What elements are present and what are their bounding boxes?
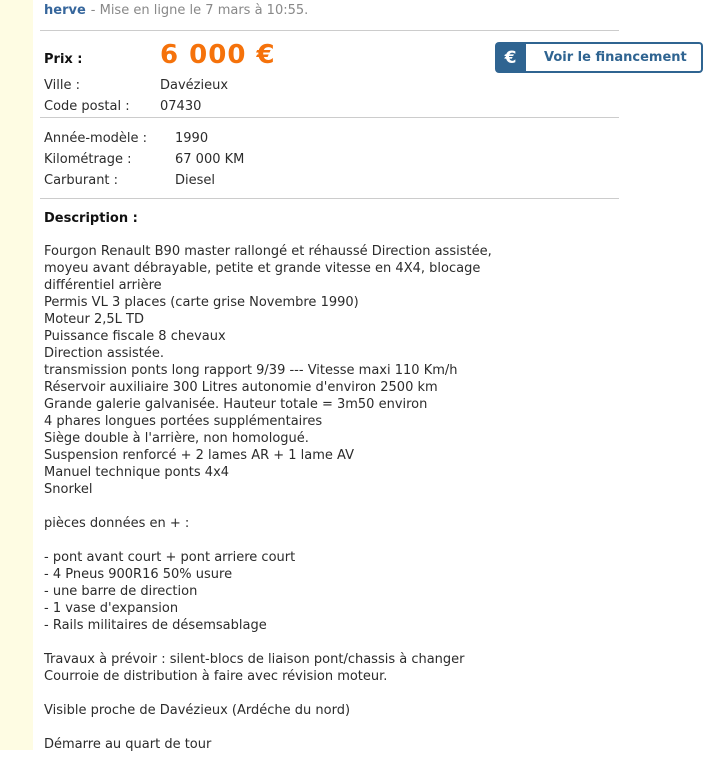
city-value: Davézieux xyxy=(160,78,229,93)
fuel-row xyxy=(44,170,244,191)
description-line xyxy=(44,719,614,736)
price-row xyxy=(44,40,276,75)
divider xyxy=(40,198,619,199)
financing-button[interactable] xyxy=(495,42,703,73)
description-line: Siège double à l'arrière, non homologué. xyxy=(44,431,309,446)
posted-date: - Mise en ligne le 7 mars à 10:55. xyxy=(90,3,309,18)
description-line xyxy=(44,498,614,515)
zipcode-label: Code postal : xyxy=(44,99,130,114)
description-line: moyeu avant débrayable, petite et grande vitesse en 4X4, blocage xyxy=(44,261,481,276)
description-line: Fourgon Renault B90 master rallongé et réhaussé Direction assistée, xyxy=(44,244,492,259)
city-label: Ville : xyxy=(44,78,80,93)
description-line: Suspension renforcé + 2 lames AR + 1 lame AV xyxy=(44,448,355,463)
model-year-row xyxy=(44,128,244,149)
fuel-value: Diesel xyxy=(175,173,216,188)
description-line: - Rails militaires de désemsablage xyxy=(44,618,267,633)
description-line: Puissance fiscale 8 chevaux xyxy=(44,329,226,344)
description-line: pièces données en + : xyxy=(44,516,190,531)
description-line xyxy=(44,532,614,549)
ad-header xyxy=(44,3,308,18)
financing-button-label: Voir le financement xyxy=(526,42,703,73)
mileage-row xyxy=(44,149,244,170)
description-line: Réservoir auxiliaire 300 Litres autonomie d'environ 2500 km xyxy=(44,380,438,395)
description-line: Courroie de distribution à faire avec révision moteur. xyxy=(44,669,388,684)
description-line: 4 phares longues portées supplémentaires xyxy=(44,414,323,429)
summary-block xyxy=(44,40,276,117)
description-line: Permis VL 3 places (carte grise Novembre 1990) xyxy=(44,295,359,310)
euro-icon: € xyxy=(495,42,526,73)
description-line: Grande galerie galvanisée. Hauteur totale = 3m50 environ xyxy=(44,397,428,412)
description-line: Direction assistée. xyxy=(44,346,164,361)
description-line: - une barre de direction xyxy=(44,584,198,599)
fuel-label: Carburant : xyxy=(44,173,119,188)
description-line: Manuel technique ponts 4x4 xyxy=(44,465,230,480)
details-block xyxy=(44,128,244,191)
description-line: Snorkel xyxy=(44,482,93,497)
model-year-value: 1990 xyxy=(175,131,209,146)
zipcode-value: 07430 xyxy=(160,99,202,114)
model-year-label: Année-modèle : xyxy=(44,131,148,146)
zipcode-row xyxy=(44,96,276,117)
price-label: Prix : xyxy=(44,52,83,67)
description-line: - 4 Pneus 900R16 50% usure xyxy=(44,567,233,582)
description-text xyxy=(44,243,614,753)
description-line: Travaux à prévoir : silent-blocs de liaison pont/chassis à changer xyxy=(44,652,465,667)
description-line: - 1 vase d'expansion xyxy=(44,601,179,616)
description-line xyxy=(44,634,614,651)
description-line xyxy=(44,685,614,702)
description-line: Visible proche de Davézieux (Ardéche du nord) xyxy=(44,703,351,718)
divider xyxy=(40,30,619,31)
seller-link[interactable]: herve xyxy=(44,3,86,18)
description-heading: Description : xyxy=(44,211,138,226)
divider xyxy=(40,117,619,118)
description-line: différentiel arrière xyxy=(44,278,162,293)
description-line: - pont avant court + pont arriere court xyxy=(44,550,296,565)
city-row xyxy=(44,75,276,96)
description-line: transmission ponts long rapport 9/39 --- Vitesse maxi 110 Km/h xyxy=(44,363,458,378)
page-background-strip xyxy=(0,0,33,750)
mileage-value: 67 000 KM xyxy=(175,152,245,167)
description-line: Démarre au quart de tour xyxy=(44,737,212,752)
price-value: 6 000 € xyxy=(160,40,276,70)
mileage-label: Kilométrage : xyxy=(44,152,132,167)
description-line: Moteur 2,5L TD xyxy=(44,312,144,327)
